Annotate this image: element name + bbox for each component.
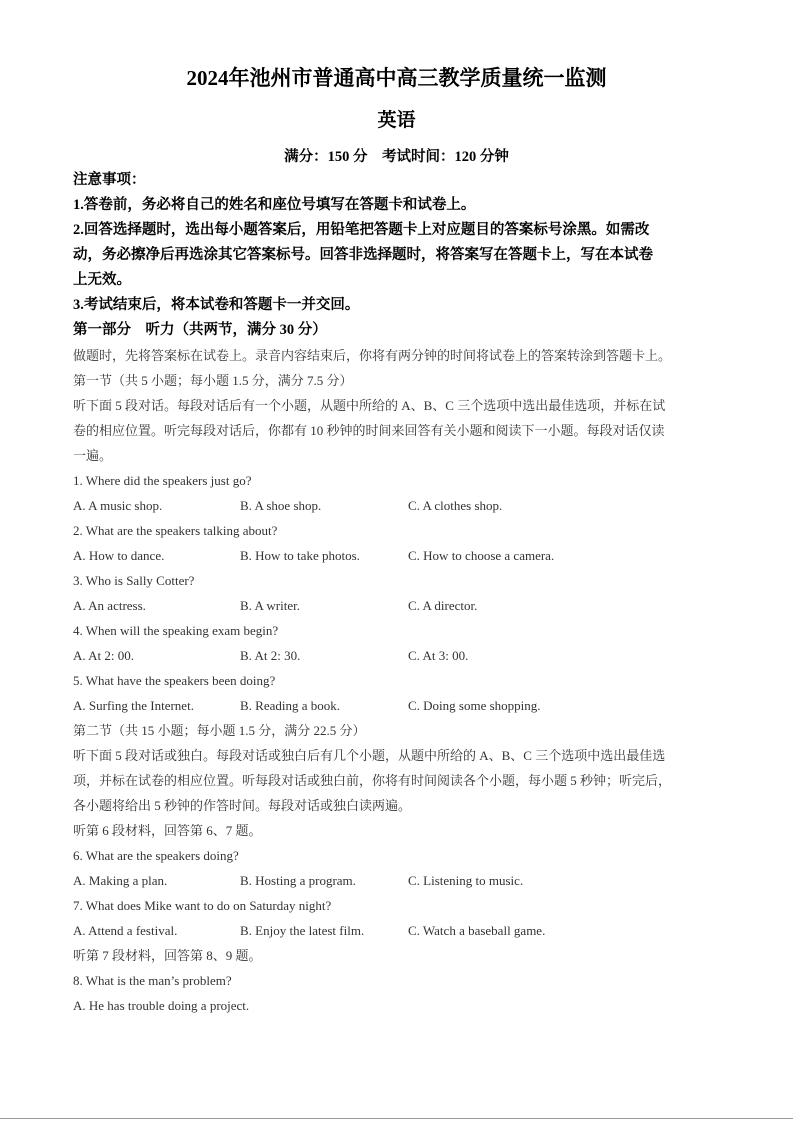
options-row [73,868,723,893]
option-c: C. Doing some shopping. [408,698,541,713]
material-7: 听第 7 段材料，回答第 8、9 题。 [73,948,262,963]
instruction-line: 听下面 5 段对话或独白。每段对话或独白后有几个小题，从题中所给的 A、B、C 三个选项中选出最佳选 [73,748,666,763]
options-row [73,918,723,943]
options-row [73,643,723,668]
options-row [73,593,723,618]
options-row [73,693,723,718]
option-b: B. Hosting a program. [240,873,356,888]
option-c: C. Watch a baseball game. [408,923,546,938]
question-text: 4. When will the speaking exam begin? [73,623,279,638]
score-time: 满分：150 分 考试时间：120 分钟 [284,149,509,165]
option-a: A. A music shop. [73,498,163,513]
option-c: C. A director. [408,598,478,613]
note-line: 3.考试结束后，将本试卷和答题卡一并交回。 [73,297,360,313]
part1-intro: 做题时，先将答案标在试卷上。录音内容结束后，你将有两分钟的时间将试卷上的答案转涂到答题卡上。 [73,348,672,363]
note-line: 上无效。 [73,272,131,288]
part1-heading: 第一部分 听力（共两节，满分 30 分） [73,322,327,338]
page-bottom-rule [0,1118,793,1119]
section1-heading: 第一节（共 5 小题；每小题 1.5 分，满分 7.5 分） [73,373,353,388]
option-a: A. Surfing the Internet. [73,698,194,713]
questions-section1 [73,468,723,718]
question-text: 8. What is the man’s problem? [73,973,232,988]
option-b: B. At 2: 30. [240,648,301,663]
option-b: B. A writer. [240,598,300,613]
instruction-line: 卷的相应位置。听完每段对话后，你都有 10 秒钟的时间来回答有关小题和阅读下一小题。每段对话仅读 [73,423,665,438]
option-c: C. How to choose a camera. [408,548,555,563]
questions-material6 [73,843,723,943]
question-text: 7. What does Mike want to do on Saturday night? [73,898,332,913]
instruction-line: 听下面 5 段对话。每段对话后有一个小题，从题中所给的 A、B、C 三个选项中选出最佳选项，并标在试 [73,398,666,413]
options-row [73,493,723,518]
option-b: B. A shoe shop. [240,498,322,513]
section2-heading: 第二节（共 15 小题；每小题 1.5 分，满分 22.5 分） [73,723,366,738]
option-c: C. At 3: 00. [408,648,469,663]
question-text: 1. Where did the speakers just go? [73,473,252,488]
option-a: A. He has trouble doing a project. [73,998,250,1013]
question-text: 5. What have the speakers been doing? [73,673,276,688]
option-a: A. Attend a festival. [73,923,178,938]
option-a: A. An actress. [73,598,146,613]
instruction-line: 项，并标在试卷的相应位置。听每段对话或独白前，你将有时间阅读各个小题，每小题 5 秒钟；听完后， [73,773,672,788]
option-b: B. Reading a book. [240,698,341,713]
subject-title: 英语 [377,110,416,131]
option-a: A. At 2: 00. [73,648,135,663]
option-c: C. A clothes shop. [408,498,503,513]
exam-body [73,168,723,1018]
notes-heading: 注意事项： [73,172,146,188]
exam-title: 2024年池州市普通高中高三教学质量统一监测 [186,66,607,90]
option-c: C. Listening to music. [408,873,524,888]
note-line: 动，务必擦净后再选涂其它答案标号。回答非选择题时，将答案写在答题卡上，写在本试卷 [73,247,653,263]
instruction-line: 各小题将给出 5 秒钟的作答时间。每段对话或独白读两遍。 [73,798,412,813]
question-text: 3. Who is Sally Cotter? [73,573,195,588]
option-a: A. How to dance. [73,548,165,563]
question-text: 6. What are the speakers doing? [73,848,239,863]
question-text: 2. What are the speakers talking about? [73,523,278,538]
instruction-line: 一遍。 [73,448,113,463]
options-row [73,543,723,568]
note-line: 1.答卷前，务必将自己的姓名和座位号填写在答题卡和试卷上。 [73,197,476,213]
option-b: B. Enjoy the latest film. [240,923,365,938]
material-6: 听第 6 段材料，回答第 6、7 题。 [73,823,262,838]
option-a: A. Making a plan. [73,873,168,888]
note-line: 2.回答选择题时，选出每小题答案后，用铅笔把答题卡上对应题目的答案标号涂黑。如需改 [73,222,650,238]
option-b: B. How to take photos. [240,548,360,563]
